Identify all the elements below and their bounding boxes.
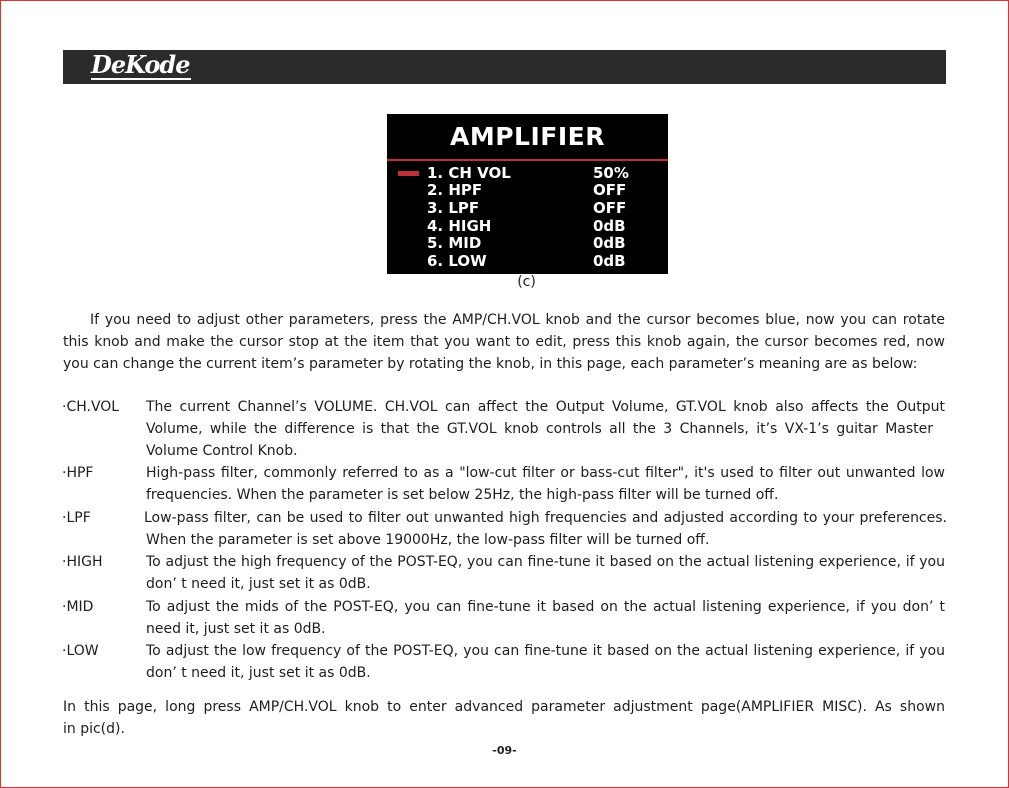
param-desc-line: When the parameter is set above 19000Hz, the low-pass filter will be turned off. [146,532,710,548]
param-desc-line: Low-pass filter, can be used to filter out unwanted high frequencies and adjusted according to your preferences. [144,510,947,526]
menu-item-label: 3. LPF [427,199,480,217]
menu-item-label: 1. CH VOL [427,164,511,182]
param-desc-line: To adjust the high frequency of the POST-EQ, you can fine-tune it based on the actual listening experience, if you [146,554,945,570]
param-key-chvol: ·CH.VOL [62,399,120,415]
device-screen [387,114,668,274]
param-desc-line: To adjust the mids of the POST-EQ, you can fine-tune it based on the actual listening experience, if you don’ t [146,599,945,615]
menu-item-label: 2. HPF [427,181,483,199]
intro-line: you can change the current item’s parameter by rotating the knob, in this page, each parameter’s meaning are as below: [63,356,918,372]
outro-line: in pic(d). [63,721,125,737]
menu-item [387,217,668,235]
outro-line: In this page, long press AMP/CH.VOL knob to enter advanced parameter adjustment page(AMPLIFIER MISC). As shown [63,699,945,715]
param-desc-line: High-pass filter, commonly referred to as a "low-cut filter or bass-cut filter", it's used to filter out unwanted low [146,465,945,481]
figure-caption: (c) [517,274,536,290]
menu-item-value: OFF [593,181,627,199]
param-key-high: ·HIGH [62,554,103,570]
menu-item-label: 6. LOW [427,252,487,270]
header-bar [63,50,946,84]
menu-item-value: 0dB [593,234,626,252]
cursor-indicator [398,171,419,176]
menu-item [387,181,668,199]
param-desc-line: don’ t need it, just set it as 0dB. [146,576,371,592]
menu-item-value: OFF [593,199,627,217]
param-key-low: ·LOW [62,643,99,659]
menu-item-label: 4. HIGH [427,217,492,235]
page-number: -09- [492,744,517,757]
menu-item-label: 5. MID [427,234,482,252]
param-desc-line: need it, just set it as 0dB. [146,621,326,637]
param-desc-line: To adjust the low frequency of the POST-EQ, you can fine-tune it based on the actual listening experience, if you [146,643,945,659]
menu-item [387,234,668,252]
menu-item [387,199,668,217]
param-desc-line: The current Channel’s VOLUME. CH.VOL can affect the Output Volume, GT.VOL knob also affects the Output [146,399,945,415]
menu-item-value: 0dB [593,252,626,270]
brand-logo: DeKode [91,50,190,79]
param-desc-line: Volume, while the difference is that the GT.VOL knob controls all the 3 Channels, it’s VX-1’s guitar Master [146,421,933,437]
param-desc-line: frequencies. When the parameter is set below 25Hz, the high-pass filter will be turned off. [146,487,779,503]
menu-item [387,164,668,182]
param-key-lpf: ·LPF [62,510,91,526]
param-desc-line: don’ t need it, just set it as 0dB. [146,665,371,681]
intro-line: this knob and make the cursor stop at the item that you want to edit, press this knob again, the cursor becomes red, now [63,334,945,350]
menu-item-value: 0dB [593,217,626,235]
screen-divider [387,159,668,161]
menu-item [387,252,668,270]
menu-item-value: 50% [593,164,629,182]
param-key-mid: ·MID [62,599,94,615]
param-key-hpf: ·HPF [62,465,94,481]
param-desc-line: Volume Control Knob. [146,443,298,459]
screen-title: AMPLIFIER [450,122,605,151]
intro-line: If you need to adjust other parameters, press the AMP/CH.VOL knob and the cursor becomes blue, now you can rotate [90,312,945,328]
